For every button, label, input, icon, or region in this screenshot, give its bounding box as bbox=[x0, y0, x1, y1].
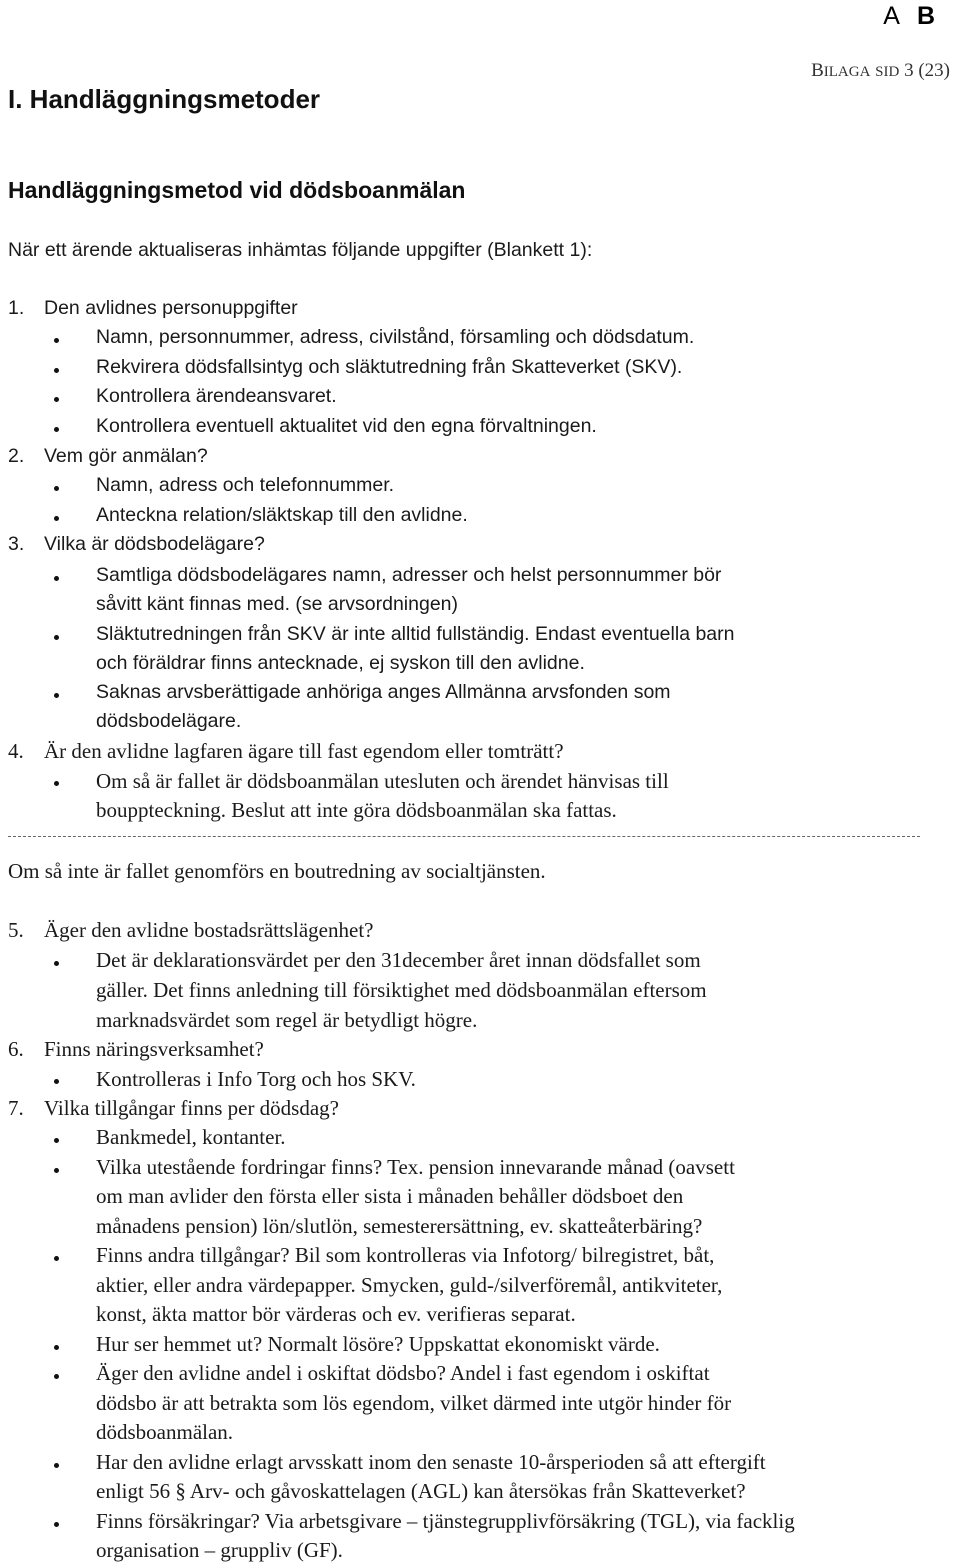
transition-text: Om så inte är fallet genomförs en boutredning av socialtjänsten. bbox=[8, 859, 546, 883]
item-label: Finns näringsverksamhet? bbox=[44, 1037, 264, 1061]
bullet-icon bbox=[54, 1256, 59, 1261]
bullet-text: Kontrolleras i Info Torg och hos SKV. bbox=[96, 1067, 416, 1091]
bullet-text: Bankmedel, kontanter. bbox=[96, 1125, 286, 1149]
bullet-icon bbox=[54, 1463, 59, 1468]
bullet-icon bbox=[54, 693, 59, 698]
bullet-icon bbox=[54, 635, 59, 640]
bullet-text: om man avlider den första eller sista i månaden behåller dödsboet den bbox=[96, 1184, 684, 1208]
bullet-text: gäller. Det finns anledning till försiktighet med dödsboanmälan eftersom bbox=[96, 978, 707, 1002]
bullet-text: dödsboanmälan. bbox=[96, 1420, 234, 1444]
item-label: Vilka tillgångar finns per dödsdag? bbox=[44, 1096, 339, 1120]
bullet-text: bouppteckning. Beslut att inte göra dödsboanmälan ska fattas. bbox=[96, 798, 617, 822]
item-label: Den avlidnes personuppgifter bbox=[44, 297, 298, 319]
bullet-icon bbox=[54, 1374, 59, 1379]
bullet-icon bbox=[54, 781, 59, 786]
bullet-text: Samtliga dödsbodelägares namn, adresser och helst personnummer bör bbox=[96, 564, 722, 586]
bullet-text: Namn, adress och telefonnummer. bbox=[96, 474, 395, 496]
bullet-text: Äger den avlidne andel i oskiftat dödsbo? Andel i fast egendom i oskiftat bbox=[96, 1361, 710, 1385]
bullet-text: Rekvirera dödsfallsintyg och släktutredning från Skatteverket (SKV). bbox=[96, 356, 683, 378]
page-number: 3 (23) bbox=[904, 60, 950, 81]
bullet-text: Finns försäkringar? Via arbetsgivare – tjänstegrupplivförsäkring (TGL), via facklig bbox=[96, 1509, 795, 1533]
item-number: 4. bbox=[8, 739, 24, 763]
bullet-text: Kontrollera ärendeansvaret. bbox=[96, 385, 337, 407]
bullet-text: Har den avlidne erlagt arvsskatt inom den senaste 10-årsperioden så att eftergift bbox=[96, 1450, 766, 1474]
logo-letter-b: B bbox=[916, 2, 936, 30]
item-number: 1. bbox=[8, 297, 25, 319]
bullet-text: Vilka utestående fordringar finns? Tex. pension innevarande månad (oavsett bbox=[96, 1155, 735, 1179]
bullet-icon bbox=[54, 1168, 59, 1173]
bullet-text: och föräldrar finns antecknade, ej syskon till den avlidne. bbox=[96, 652, 585, 674]
bullet-text: Släktutredningen från SKV är inte alltid fullständig. Endast eventuella barn bbox=[96, 623, 735, 645]
bullet-text: dödsbo är att betrakta som lös egendom, vilket därmed inte utgör hinder för bbox=[96, 1391, 732, 1415]
item-number: 5. bbox=[8, 918, 24, 942]
bullet-icon bbox=[54, 1138, 59, 1143]
item-label: Är den avlidne lagfaren ägare till fast egendom eller tomträtt? bbox=[44, 739, 564, 763]
bullet-text: Det är deklarationsvärdet per den 31december året innan dödsfallet som bbox=[96, 948, 701, 972]
item-label: Äger den avlidne bostadsrättslägenhet? bbox=[44, 918, 374, 942]
page-label-sid: SID bbox=[875, 64, 900, 80]
bullet-icon bbox=[54, 961, 59, 966]
bullet-text: såvitt känt finnas med. (se arvsordningen) bbox=[96, 593, 459, 615]
bullet-text: organisation – gruppliv (GF). bbox=[96, 1538, 343, 1562]
page-label-initial: B bbox=[811, 60, 824, 81]
bullet-text: aktier, eller andra värdepapper. Smycken, guld-/silverföremål, antikviteter, bbox=[96, 1273, 723, 1297]
bullet-icon bbox=[54, 1522, 59, 1527]
bullet-text: enligt 56 § Arv- och gåvoskattelagen (AGL) kan återsökas från Skatteverket? bbox=[96, 1479, 746, 1503]
page-label-rest: ILAGA bbox=[823, 64, 871, 80]
item-number: 7. bbox=[8, 1096, 24, 1120]
bullet-text: Om så är fallet är dödsboanmälan utesluten och ärendet hänvisas till bbox=[96, 769, 669, 793]
item-number: 2. bbox=[8, 445, 25, 467]
bullet-text: Kontrollera eventuell aktualitet vid den egna förvaltningen. bbox=[96, 415, 597, 437]
item-label: Vilka är dödsbodelägare? bbox=[44, 533, 265, 555]
bullet-text: konst, äkta mattor bör värderas och ev. verifieras separat. bbox=[96, 1302, 576, 1326]
bullet-text: Anteckna relation/släktskap till den avlidne. bbox=[96, 504, 468, 526]
item-number: 6. bbox=[8, 1037, 24, 1061]
logo bbox=[883, 2, 936, 31]
page-reference bbox=[811, 60, 950, 82]
dashed-divider bbox=[8, 836, 920, 837]
bullet-text: Finns andra tillgångar? Bil som kontrolleras via Infotorg/ bilregistret, båt, bbox=[96, 1243, 715, 1267]
section-subtitle: Handläggningsmetod vid dödsboanmälan bbox=[8, 177, 466, 203]
bullet-text: Hur ser hemmet ut? Normalt lösöre? Uppskattat ekonomiskt värde. bbox=[96, 1332, 660, 1356]
item-number: 3. bbox=[8, 533, 25, 555]
bullet-icon bbox=[54, 1079, 59, 1084]
bullet-icon bbox=[54, 576, 59, 581]
bullet-text: dödsbodelägare. bbox=[96, 710, 242, 732]
item-label: Vem gör anmälan? bbox=[44, 445, 208, 467]
bullet-text: marknadsvärdet som regel är betydligt högre. bbox=[96, 1008, 478, 1032]
bullet-text: Namn, personnummer, adress, civilstånd, församling och dödsdatum. bbox=[96, 326, 695, 348]
bullet-icon bbox=[54, 338, 59, 343]
bullet-icon bbox=[54, 368, 59, 373]
bullet-icon bbox=[54, 427, 59, 432]
bullet-icon bbox=[54, 486, 59, 491]
bullet-icon bbox=[54, 397, 59, 402]
section-title: I. Handläggningsmetoder bbox=[8, 84, 321, 114]
intro-text: När ett ärende aktualiseras inhämtas följande uppgifter (Blankett 1): bbox=[8, 239, 593, 261]
bullet-text: Saknas arvsberättigade anhöriga anges Allmänna arvsfonden som bbox=[96, 681, 671, 703]
bullet-icon bbox=[54, 516, 59, 521]
bullet-text: månadens pension) lön/slutlön, semesterersättning, ev. skatteåterbäring? bbox=[96, 1214, 703, 1238]
bullet-icon bbox=[54, 1345, 59, 1350]
logo-letter-a: A bbox=[883, 2, 901, 30]
